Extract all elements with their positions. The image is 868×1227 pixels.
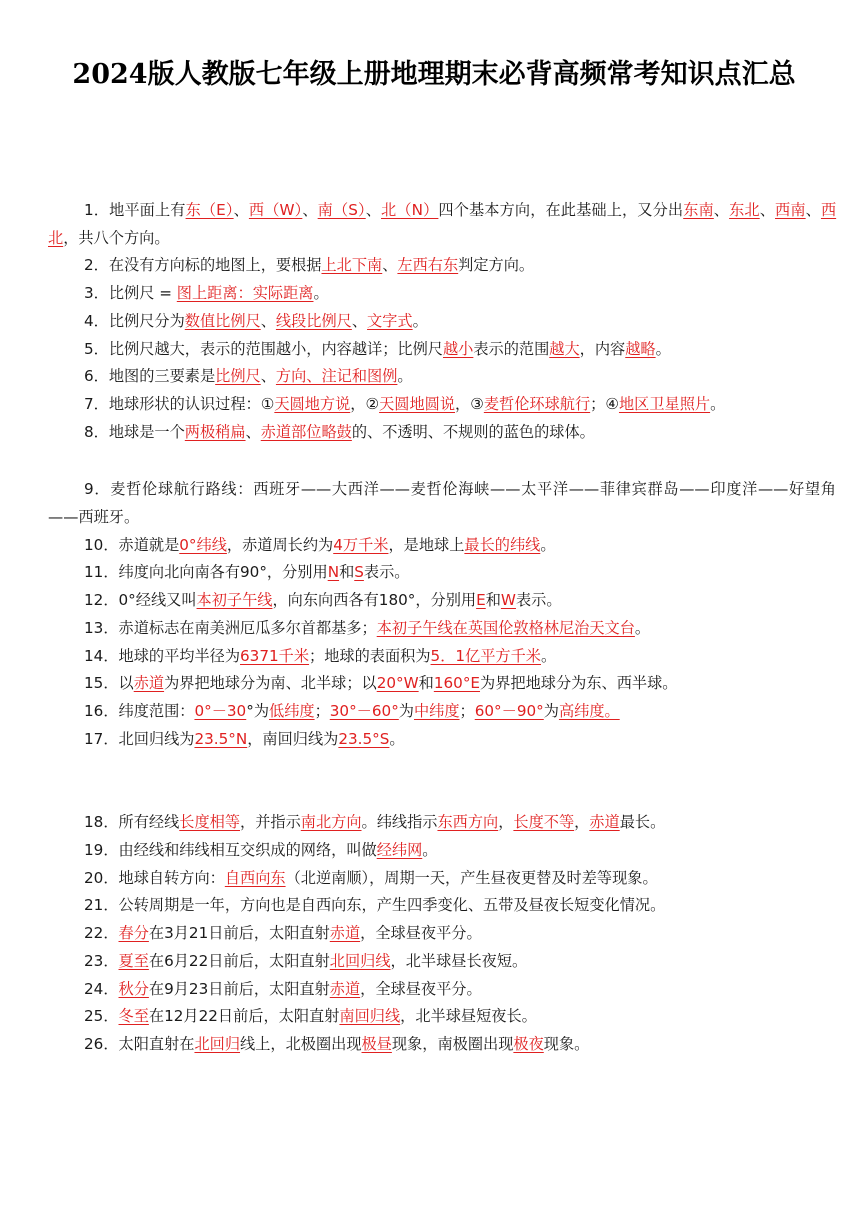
key-term: 北回归线: [329, 951, 391, 970]
text-segment: ，是地球上: [388, 535, 465, 554]
key-term: 左西右东: [397, 256, 459, 275]
text-segment: 为界把地球分为东、西半球。: [480, 674, 678, 693]
key-term: 60°－90°: [474, 701, 544, 720]
key-term: 越大: [549, 339, 580, 358]
knowledge-point-22: [48, 920, 836, 948]
key-term: 长度相等: [179, 813, 241, 832]
text-segment: 23．: [84, 951, 119, 970]
text-segment: ，共八个方向。: [63, 228, 170, 247]
text-segment: 。: [412, 311, 428, 330]
key-term: 地区卫星照片: [618, 394, 711, 413]
text-segment: ，南回归线为: [247, 729, 339, 748]
key-term: 冬至: [118, 1007, 149, 1026]
knowledge-point-list: [48, 197, 836, 1059]
text-segment: 表示。: [515, 591, 562, 610]
text-segment: 和: [485, 591, 501, 610]
text-segment: ，: [498, 813, 514, 832]
key-term: 东北: [729, 201, 760, 219]
text-segment: 。: [422, 841, 438, 860]
text-segment: 、: [302, 201, 318, 219]
key-term: 赤道: [589, 813, 620, 832]
text-segment: 和: [339, 563, 355, 582]
key-term: 赤道: [133, 674, 165, 693]
text-segment: ，并指示: [240, 813, 301, 832]
key-term: 自西向东: [224, 868, 286, 887]
text-segment: 25．: [84, 1007, 119, 1026]
text-segment: 为界把地球分为南、北半球；以: [164, 674, 377, 693]
key-term: 两极稍扁: [184, 422, 246, 441]
text-segment: 。: [397, 367, 413, 386]
key-term: 高纬度。: [558, 701, 620, 720]
key-term: 0°纬线: [179, 535, 227, 554]
text-segment: 线上，北极圈出现: [240, 1034, 362, 1053]
text-segment: 11．纬度向北向南各有90°，分别用: [84, 563, 328, 582]
knowledge-point-25: [48, 1003, 836, 1031]
text-segment: 、: [260, 367, 276, 386]
key-term: 南北方向: [300, 813, 362, 832]
key-term: 南（S）: [317, 201, 366, 219]
text-segment: 、: [382, 256, 398, 275]
key-term: 赤道: [329, 924, 361, 943]
key-term: 文字式: [367, 311, 413, 330]
text-segment: 16．纬度范围：: [84, 701, 195, 720]
text-segment: 。: [655, 339, 671, 358]
text-segment: 13．赤道标志在南美洲厄瓜多尔首都基多；: [84, 618, 377, 637]
key-term: 麦哲伦环球航行: [483, 394, 591, 413]
section-gap: [48, 753, 836, 809]
text-segment: 。: [313, 284, 329, 303]
text-segment: ，内容: [579, 339, 626, 358]
knowledge-point-16: [48, 698, 836, 726]
text-segment: ，北半球昼短夜长。: [400, 1007, 537, 1026]
text-segment: 、: [233, 201, 249, 219]
text-segment: 14．地球的平均半径为: [84, 646, 241, 665]
text-segment: 和: [418, 674, 434, 693]
text-segment: 、: [759, 201, 776, 219]
key-term: 中纬度: [413, 701, 460, 720]
text-segment: 7．地球形状的认识过程：①: [84, 394, 275, 413]
text-segment: 。纬线指示: [361, 813, 438, 832]
key-term: 越略: [625, 339, 656, 358]
knowledge-point-8: [48, 419, 836, 447]
text-segment: 18．所有经线: [84, 813, 180, 832]
key-term: 南回归线: [339, 1007, 401, 1026]
text-segment: 24．: [84, 979, 119, 998]
text-segment: ，全球昼夜平分。: [360, 979, 482, 998]
section-gap: [48, 446, 836, 476]
knowledge-point-23: [48, 948, 836, 976]
key-term: 5．1亿平方千米: [430, 646, 541, 665]
text-segment: ，北半球昼长夜短。: [390, 951, 528, 970]
text-segment: 。: [540, 535, 556, 554]
key-term: 方向、注记和图例: [275, 367, 398, 386]
key-term: 4万千米: [333, 535, 389, 554]
text-segment: 在3月21日前后，太阳直射: [148, 924, 330, 943]
text-segment: ；: [459, 701, 475, 720]
text-segment: ；④: [590, 394, 619, 413]
key-term: 极昼: [361, 1034, 392, 1053]
knowledge-point-3: [48, 280, 836, 308]
knowledge-point-24: [48, 976, 836, 1004]
knowledge-point-9: [48, 476, 836, 531]
text-segment: ，向东向西各有180°，分别用: [272, 591, 477, 610]
text-segment: ，赤道周长约为: [226, 535, 334, 554]
text-segment: 4．比例尺分为: [84, 311, 185, 330]
knowledge-point-2: [48, 252, 836, 280]
text-segment: 20．地球自转方向：: [84, 868, 225, 887]
knowledge-point-12: [48, 587, 836, 615]
key-term: 23.5°S: [338, 729, 390, 748]
text-segment: 9．麦哲伦球航行路线：西班牙——大西洋——麦哲伦海峡——太平洋——菲律宾群岛——印度洋——好望角——西班牙。: [48, 480, 836, 527]
text-segment: 现象，南极圈出现: [391, 1034, 514, 1053]
text-segment: 21．公转周期是一年，方向也是自西向东，产生四季变化、五带及昼夜长短变化情况。: [84, 896, 666, 915]
text-segment: ，全球昼夜平分。: [360, 924, 482, 943]
knowledge-point-18: [48, 809, 836, 837]
text-segment: 在9月23日前后，太阳直射: [148, 979, 330, 998]
text-segment: 最长。: [619, 813, 666, 832]
key-term: 东（E）: [185, 201, 234, 219]
key-term: 经纬网: [376, 841, 423, 860]
text-segment: （北逆南顺），周期一天，产生昼夜更替及时差等现象。: [285, 868, 658, 887]
knowledge-point-15: [48, 670, 836, 698]
knowledge-point-7: [48, 391, 836, 419]
text-segment: 。: [710, 394, 726, 413]
key-term: 20°W: [376, 674, 419, 693]
key-term: 西（W）: [248, 201, 303, 219]
text-segment: 、: [713, 201, 730, 219]
key-term: 本初子午线在英国伦敦格林尼治天文台: [376, 618, 635, 637]
key-term: 30°－60°: [329, 701, 399, 720]
text-segment: 为: [543, 701, 559, 720]
text-segment: 19．由经线和纬线相互交织成的网络，叫做: [84, 841, 377, 860]
key-term: N: [327, 563, 340, 582]
key-term: 线段比例尺: [275, 311, 352, 330]
page-title: 2024版人教版七年级上册地理期末必背高频常考知识点汇总: [72, 59, 796, 90]
text-segment: 2．在没有方向标的地图上，要根据: [84, 256, 322, 275]
text-segment: 在12月22日前后，太阳直射: [148, 1007, 340, 1026]
text-segment: 5．比例尺越大，表示的范围越小，内容越详；比例尺: [84, 339, 443, 358]
text-segment: ；地球的表面积为: [309, 646, 431, 665]
text-segment: 3．比例尺 =: [84, 284, 177, 303]
text-segment: 、: [351, 311, 368, 330]
knowledge-point-21: [48, 892, 836, 920]
knowledge-point-11: [48, 559, 836, 587]
key-term: 夏至: [118, 951, 149, 970]
knowledge-point-14: [48, 643, 836, 671]
text-segment: 22．: [84, 924, 119, 943]
key-term: 最长的纬线: [464, 535, 541, 554]
knowledge-point-6: [48, 363, 836, 391]
knowledge-point-5: [48, 336, 836, 364]
knowledge-point-20: [48, 865, 836, 893]
text-segment: ，②: [350, 394, 380, 413]
text-segment: 。: [389, 729, 405, 748]
text-segment: °为: [246, 701, 270, 720]
key-term: 长度不等: [513, 813, 575, 832]
text-segment: 为: [398, 701, 414, 720]
key-term: 西北: [48, 201, 837, 247]
text-segment: 1．地平面上有: [84, 201, 186, 219]
key-term: W: [500, 591, 516, 610]
text-segment: 表示的范围: [473, 339, 550, 358]
text-segment: 在6月22日前后，太阳直射: [148, 951, 330, 970]
key-term: 0°－30: [194, 701, 247, 720]
key-term: 赤道: [329, 979, 361, 998]
knowledge-point-26: [48, 1031, 836, 1059]
text-segment: 。: [541, 646, 557, 665]
key-term: 图上距离：实际距离: [176, 284, 314, 303]
key-term: 秋分: [118, 979, 149, 998]
key-term: 北回归: [194, 1034, 241, 1053]
text-segment: 8．地球是一个: [84, 422, 185, 441]
text-segment: 15．以: [84, 674, 134, 693]
key-term: 北（N）: [381, 201, 439, 219]
key-term: 东南: [683, 201, 714, 219]
knowledge-point-13: [48, 615, 836, 643]
key-term: 春分: [118, 924, 149, 943]
key-term: 西南: [775, 201, 806, 219]
text-segment: ；: [314, 701, 330, 720]
text-segment: ，③: [455, 394, 484, 413]
text-segment: 10．赤道就是: [84, 535, 180, 554]
key-term: 极夜: [513, 1034, 544, 1053]
key-term: 6371千米: [240, 646, 310, 665]
text-segment: 6．地图的三要素是: [84, 367, 216, 386]
key-term: E: [476, 591, 486, 610]
text-segment: 26．太阳直射在: [84, 1034, 195, 1053]
key-term: 天圆地方说: [274, 394, 351, 413]
knowledge-point-19: [48, 837, 836, 865]
key-term: 数值比例尺: [184, 311, 261, 330]
text-segment: 判定方向。: [458, 256, 535, 275]
key-term: 天圆地圆说: [379, 394, 456, 413]
text-segment: 12．0°经线又叫: [84, 591, 197, 610]
text-segment: 、: [805, 201, 821, 219]
key-term: 160°E: [433, 674, 481, 693]
text-segment: 、: [245, 422, 261, 441]
knowledge-point-1: [48, 197, 836, 252]
key-term: 23.5°N: [194, 729, 248, 748]
key-term: 本初子午线: [196, 591, 273, 610]
text-segment: 现象。: [543, 1034, 590, 1053]
text-segment: 四个基本方向，在此基础上，又分出: [438, 201, 684, 219]
text-segment: 、: [260, 311, 276, 330]
key-term: 比例尺: [215, 367, 261, 386]
key-term: 东西方向: [437, 813, 499, 832]
key-term: 上北下南: [321, 256, 383, 275]
knowledge-point-4: [48, 308, 836, 336]
key-term: 越小: [442, 339, 474, 358]
key-term: S: [354, 563, 364, 582]
key-term: 赤道部位略鼓: [260, 422, 352, 441]
knowledge-point-10: [48, 532, 836, 560]
key-term: 低纬度: [269, 701, 315, 720]
text-segment: 的、不透明、不规则的蓝色的球体。: [351, 422, 595, 441]
text-segment: 、: [365, 201, 382, 219]
text-segment: 。: [634, 618, 651, 637]
text-segment: 表示。: [363, 563, 410, 582]
knowledge-point-17: [48, 726, 836, 754]
text-segment: ，: [574, 813, 590, 832]
text-segment: 17．北回归线为: [84, 729, 195, 748]
